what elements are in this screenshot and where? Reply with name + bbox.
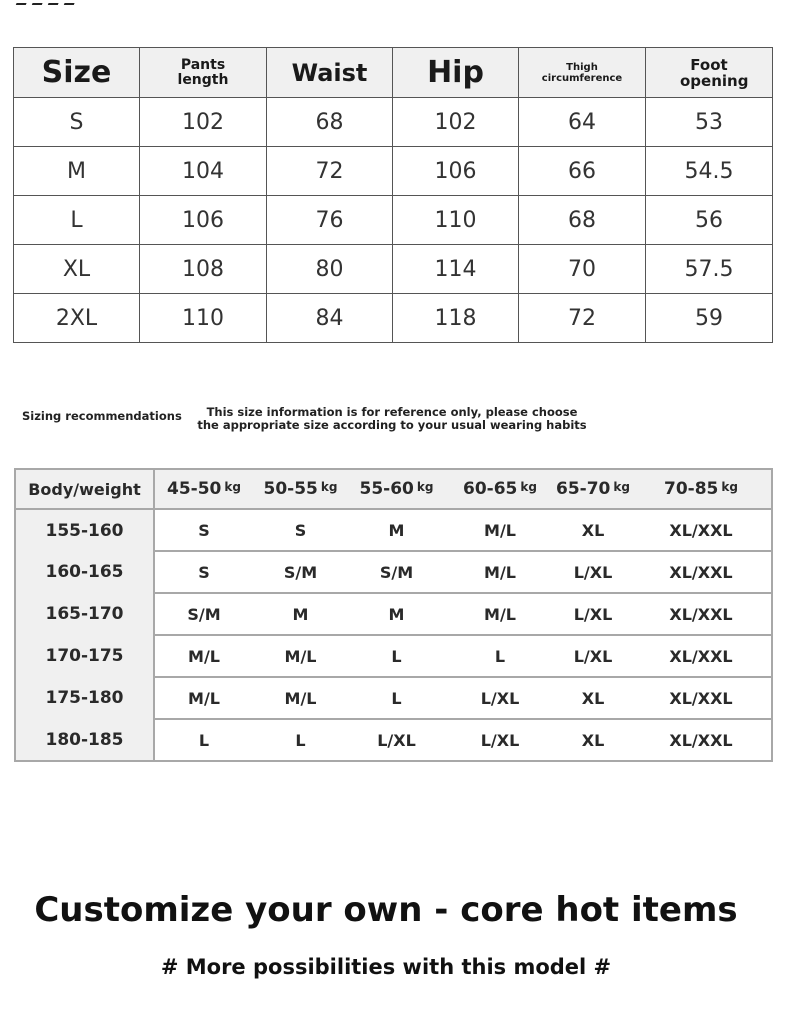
recommended-size-cell: S/M [253, 551, 348, 593]
promo-subline: # More possibilities with this model # [160, 955, 612, 979]
size-label-cell: XL [14, 245, 140, 294]
weight-unit: kg [520, 480, 537, 494]
recommended-size-cell: L [445, 635, 555, 677]
recommended-size-cell: L/XL [555, 551, 631, 593]
height-range-cell: 155-160 [15, 509, 154, 551]
header-hip: Hip [393, 48, 519, 98]
size-label-cell: S [14, 98, 140, 147]
recommended-size-cell: L/XL [555, 635, 631, 677]
recommended-size-cell: S [253, 509, 348, 551]
header-waist: Waist [267, 48, 393, 98]
promo-headline: Customize your own - core hot items [34, 890, 738, 930]
measurement-cell: 72 [519, 294, 646, 343]
height-row [15, 635, 772, 677]
recommended-size-cell: M/L [253, 677, 348, 719]
recommended-size-cell: L [348, 677, 445, 719]
measurement-cell: 104 [140, 147, 267, 196]
weight-unit: kg [721, 480, 738, 494]
height-row [15, 509, 772, 551]
size-chart-header-row [14, 48, 773, 98]
weight-range-label: 50-55 [263, 479, 318, 499]
recommended-size-cell: S/M [348, 551, 445, 593]
body-weight-corner: Body/weight [15, 469, 154, 509]
cropped-header-fragment [18, 0, 118, 2]
measurement-cell: 80 [267, 245, 393, 294]
weight-range-header [555, 469, 631, 509]
weight-unit: kg [416, 480, 434, 494]
measurement-cell: 84 [267, 294, 393, 343]
measurement-cell: 68 [519, 196, 646, 245]
recommended-size-cell: L/XL [445, 677, 555, 719]
recommended-size-cell: XL/XXL [631, 593, 772, 635]
measurement-cell: 56 [646, 196, 773, 245]
measurement-cell: 72 [267, 147, 393, 196]
weight-range-header [253, 469, 348, 509]
weight-range-label: 65-70 [556, 479, 611, 499]
height-row [15, 593, 772, 635]
height-range-cell: 165-170 [15, 593, 154, 635]
recommended-size-cell: S [154, 509, 253, 551]
recommended-size-cell: M/L [253, 635, 348, 677]
height-range-cell: 180-185 [15, 719, 154, 761]
header-size: Size [14, 48, 140, 98]
recommended-size-cell: XL [555, 719, 631, 761]
size-recommendation-table [14, 468, 773, 762]
recommended-size-cell: M [253, 593, 348, 635]
recommended-size-cell: L/XL [348, 719, 445, 761]
recommended-size-cell: XL/XXL [631, 677, 772, 719]
measurement-cell: 54.5 [646, 147, 773, 196]
height-range-cell: 170-175 [15, 635, 154, 677]
size-label-cell: 2XL [14, 294, 140, 343]
weight-unit: kg [224, 480, 241, 494]
weight-unit: kg [613, 480, 630, 494]
measurement-cell: 106 [140, 196, 267, 245]
recommended-size-cell: L [154, 719, 253, 761]
weight-range-header [445, 469, 555, 509]
height-row [15, 677, 772, 719]
weight-range-label: 70-85 [664, 479, 719, 499]
measurement-cell: 110 [393, 196, 519, 245]
measurement-cell: 118 [393, 294, 519, 343]
recommended-size-cell: XL/XXL [631, 509, 772, 551]
measurement-cell: 102 [393, 98, 519, 147]
height-row [15, 551, 772, 593]
recommended-size-cell: XL/XXL [631, 635, 772, 677]
size-row [14, 196, 773, 245]
recommended-size-cell: L/XL [445, 719, 555, 761]
recommended-size-cell: M/L [154, 635, 253, 677]
recommended-size-cell: M [348, 593, 445, 635]
weight-range-header [631, 469, 772, 509]
measurement-cell: 57.5 [646, 245, 773, 294]
measurement-cell: 102 [140, 98, 267, 147]
recommended-size-cell: M/L [445, 593, 555, 635]
weight-range-label: 45-50 [167, 479, 222, 499]
recommended-size-cell: XL/XXL [631, 719, 772, 761]
recommended-size-cell: M/L [154, 677, 253, 719]
recommended-size-cell: XL/XXL [631, 551, 772, 593]
reference-note: This size information is for reference only, please choose the appropriate size according to your usual wearing habits [197, 405, 587, 432]
weight-range-label: 55-60 [359, 479, 414, 499]
measurement-cell: 108 [140, 245, 267, 294]
weight-range-header [348, 469, 445, 509]
recommended-size-cell: S/M [154, 593, 253, 635]
measurement-cell: 53 [646, 98, 773, 147]
height-range-cell: 160-165 [15, 551, 154, 593]
recommended-size-cell: M [348, 509, 445, 551]
recommended-size-cell: XL [555, 677, 631, 719]
measurement-cell: 76 [267, 196, 393, 245]
sizing-recommendations-label: Sizing recommendations [22, 409, 182, 423]
header-thigh: Thigh circumference [519, 48, 646, 98]
height-range-cell: 175-180 [15, 677, 154, 719]
size-label-cell: L [14, 196, 140, 245]
size-chart-table [13, 47, 773, 343]
size-row [14, 98, 773, 147]
weight-range-header [154, 469, 253, 509]
measurement-cell: 114 [393, 245, 519, 294]
measurement-cell: 66 [519, 147, 646, 196]
recommended-size-cell: S [154, 551, 253, 593]
measurement-cell: 68 [267, 98, 393, 147]
recommended-size-cell: L [253, 719, 348, 761]
height-row [15, 719, 772, 761]
weight-unit: kg [320, 480, 338, 494]
weight-range-label: 60-65 [463, 479, 518, 499]
header-foot-opening: Foot opening [646, 48, 773, 98]
weight-header-row [15, 469, 772, 509]
recommended-size-cell: M/L [445, 551, 555, 593]
measurement-cell: 59 [646, 294, 773, 343]
measurement-cell: 106 [393, 147, 519, 196]
header-pants-length: Pants length [140, 48, 267, 98]
recommended-size-cell: M/L [445, 509, 555, 551]
size-row [14, 294, 773, 343]
recommended-size-cell: XL [555, 509, 631, 551]
size-row [14, 147, 773, 196]
measurement-cell: 110 [140, 294, 267, 343]
measurement-cell: 70 [519, 245, 646, 294]
size-label-cell: M [14, 147, 140, 196]
measurement-cell: 64 [519, 98, 646, 147]
size-row [14, 245, 773, 294]
recommended-size-cell: L/XL [555, 593, 631, 635]
recommended-size-cell: L [348, 635, 445, 677]
